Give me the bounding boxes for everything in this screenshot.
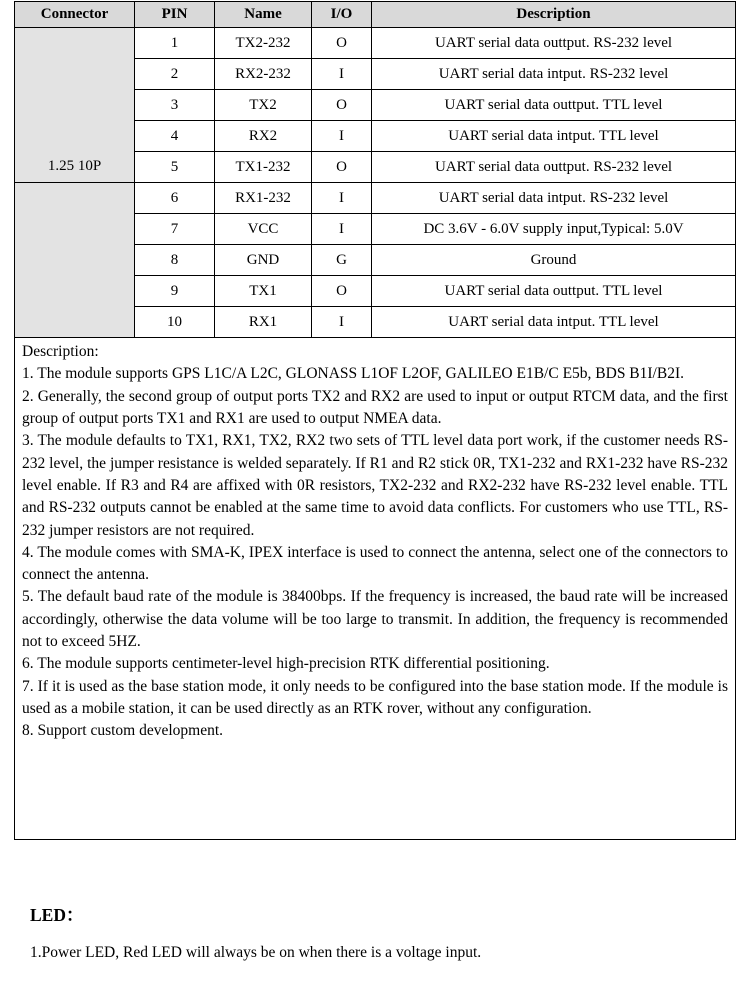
notes-cell	[15, 338, 736, 840]
desc-cell: UART serial data outtput. RS-232 level	[372, 152, 736, 183]
io-cell: O	[312, 28, 372, 59]
pin-description-table	[14, 1, 736, 840]
connector-cell-lower	[15, 183, 135, 338]
name-cell: VCC	[215, 214, 312, 245]
name-cell: TX1	[215, 276, 312, 307]
connector-cell: 1.25 10P	[15, 28, 135, 183]
pin-cell: 9	[135, 276, 215, 307]
io-cell: I	[312, 121, 372, 152]
pin-cell: 6	[135, 183, 215, 214]
header-description: Description	[372, 2, 736, 28]
pin-cell: 8	[135, 245, 215, 276]
io-cell: O	[312, 90, 372, 121]
desc-cell: UART serial data intput. TTL level	[372, 121, 736, 152]
desc-cell: Ground	[372, 245, 736, 276]
pin-cell: 3	[135, 90, 215, 121]
desc-cell: UART serial data intput. RS-232 level	[372, 183, 736, 214]
pin-cell: 4	[135, 121, 215, 152]
name-cell: GND	[215, 245, 312, 276]
io-cell: O	[312, 152, 372, 183]
pin-cell: 10	[135, 307, 215, 338]
led-section	[30, 902, 735, 962]
note-item-1: 1. The module supports GPS L1C/A L2C, GLONASS L1OF L2OF, GALILEO E1B/C E5b, BDS B1I/B2I.	[22, 365, 684, 383]
name-cell: RX1	[215, 307, 312, 338]
note-item-2: 2. Generally, the second group of output ports TX2 and RX2 are used to input or output RTCM data, and the first group of output ports TX1 and RX1 are used to output NMEA data.	[22, 387, 728, 427]
name-cell: RX2	[215, 121, 312, 152]
io-cell: O	[312, 276, 372, 307]
note-item-5: 5. The default baud rate of the module is 38400bps. If the frequency is increased, the baud rate will be increased accordingly, otherwise the data volume will be too large to transmit. In addition, the frequency is recommended not to exceed 5HZ.	[22, 588, 728, 651]
desc-cell: UART serial data outtput. RS-232 level	[372, 28, 736, 59]
io-cell: I	[312, 307, 372, 338]
note-item-7: 7. If it is used as the base station mode, it only needs to be configured into the base station mode. If the module is used as a mobile station, it can be used directly as an RTK rover, without any configuration.	[22, 677, 728, 717]
note-item-8: 8. Support custom development.	[22, 722, 224, 740]
note-item-3: 3. The module defaults to TX1, RX1, TX2, RX2 two sets of TTL level data port work, if the customer needs RS-232 level, the jumper resistance is welded separately. If R1 and R2 stick 0R, TX1-232 and RX1-232 have RS-232 level enable. If R3 and R4 are affixed with 0R resistors, TX2-232 and RX2-232 have RS-232 level enable. TTL and RS-232 outputs cannot be enabled at the same time to avoid data conflicts. For customers who use TTL, RS-232 jumper resistors are not required.	[22, 432, 728, 539]
led-note-1: 1.Power LED, Red LED will always be on when there is a voltage input.	[30, 944, 482, 961]
pin-cell: 1	[135, 28, 215, 59]
table-row	[15, 28, 736, 59]
name-cell: TX2	[215, 90, 312, 121]
desc-cell: UART serial data intput. TTL level	[372, 307, 736, 338]
io-cell: I	[312, 183, 372, 214]
desc-cell: DC 3.6V - 6.0V supply input,Typical: 5.0V	[372, 214, 736, 245]
name-cell: RX2-232	[215, 59, 312, 90]
header-io: I/O	[312, 2, 372, 28]
header-pin: PIN	[135, 2, 215, 28]
name-cell: TX2-232	[215, 28, 312, 59]
name-cell: TX1-232	[215, 152, 312, 183]
led-section-title: LED：	[30, 905, 84, 925]
pin-cell: 7	[135, 214, 215, 245]
io-cell: G	[312, 245, 372, 276]
io-cell: I	[312, 59, 372, 90]
desc-cell: UART serial data intput. RS-232 level	[372, 59, 736, 90]
desc-cell: UART serial data outtput. TTL level	[372, 276, 736, 307]
table-header-row	[15, 2, 736, 28]
pin-cell: 5	[135, 152, 215, 183]
notes-title: Description:	[22, 343, 99, 360]
io-cell: I	[312, 214, 372, 245]
table-row	[15, 183, 736, 214]
pin-cell: 2	[135, 59, 215, 90]
note-item-6: 6. The module supports centimeter-level high-precision RTK differential positioning.	[22, 655, 550, 673]
name-cell: RX1-232	[215, 183, 312, 214]
note-item-4: 4. The module comes with SMA-K, IPEX interface is used to connect the antenna, select one of the connectors to connect the antenna.	[22, 543, 728, 584]
header-connector: Connector	[15, 2, 135, 28]
desc-cell: UART serial data outtput. TTL level	[372, 90, 736, 121]
header-name: Name	[215, 2, 312, 28]
notes-row	[15, 338, 736, 840]
